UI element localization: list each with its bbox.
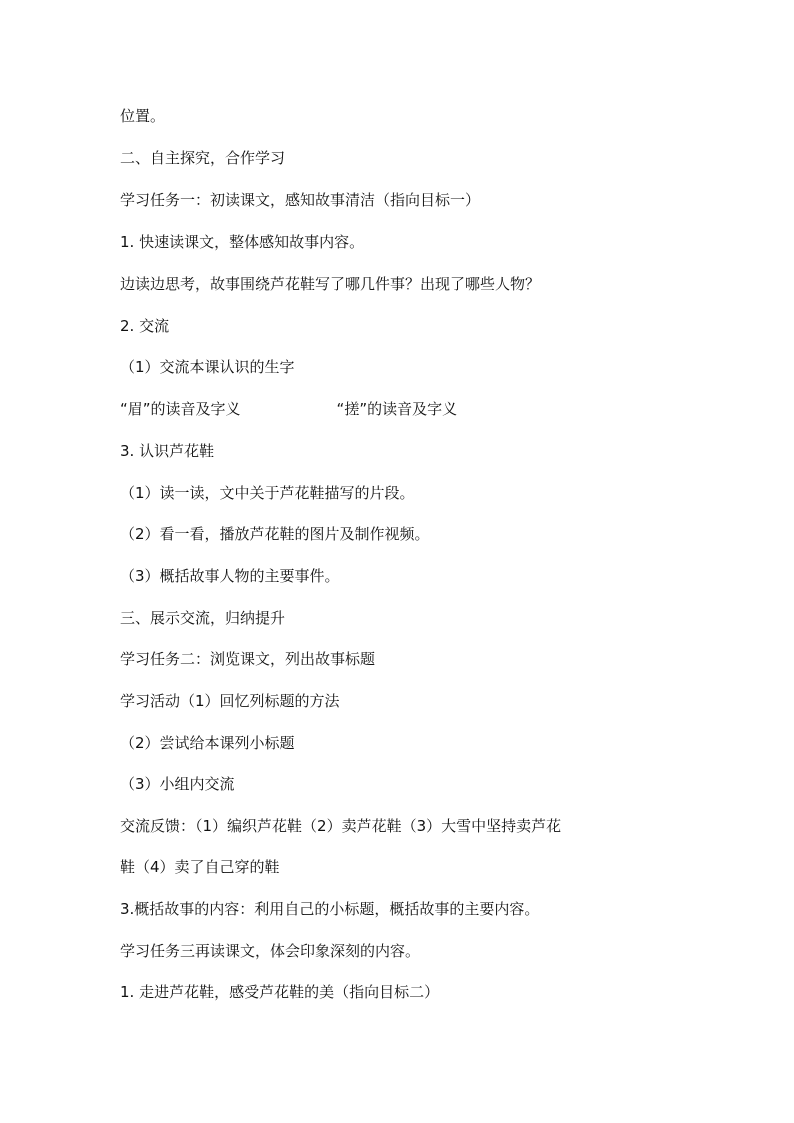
step-1-read: 1. 快速读课文，整体感知故事内容。 <box>120 233 365 251</box>
sub-item-read: （1）读一读，文中关于芦花鞋描写的片段。 <box>120 484 415 502</box>
task-2-heading: 学习任务二：浏览课文，列出故事标题 <box>120 650 376 668</box>
activity-1: 学习活动（1）回忆列标题的方法 <box>120 692 340 710</box>
text-line-position: 位置。 <box>120 107 166 125</box>
section-heading-3: 三、展示交流，归纳提升 <box>120 609 286 627</box>
task-3-heading: 学习任务三再读课文，体会印象深刻的内容。 <box>120 942 421 960</box>
sub-item-summarize: （3）概括故事人物的主要事件。 <box>120 567 340 585</box>
character-pair <box>120 399 720 419</box>
task-1-heading: 学习任务一：初读课文，感知故事清洁（指向目标一） <box>120 191 481 209</box>
feedback-line-2: 鞋（4）卖了自己穿的鞋 <box>120 858 280 876</box>
feedback-line-1: 交流反馈：（1）编织芦花鞋（2）卖芦花鞋（3）大雪中坚持卖芦花 <box>120 817 562 835</box>
step-1-enter: 1. 走进芦花鞋，感受芦花鞋的美（指向目标二） <box>120 983 440 1001</box>
step-3-recognize: 3. 认识芦花鞋 <box>120 442 215 460</box>
step-2-exchange: 2. 交流 <box>120 317 170 335</box>
character-mei: “眉”的读音及字义 <box>120 400 241 418</box>
sub-item-characters: （1）交流本课认识的生字 <box>120 358 295 376</box>
guiding-question: 边读边思考，故事围绕芦花鞋写了哪几件事？出现了哪些人物？ <box>120 275 541 293</box>
sub-item-watch: （2）看一看，播放芦花鞋的图片及制作视频。 <box>120 525 430 543</box>
activity-2: （2）尝试给本课列小标题 <box>120 734 295 752</box>
section-heading-2: 二、自主探究，合作学习 <box>120 149 286 167</box>
activity-3: （3）小组内交流 <box>120 775 235 793</box>
character-cuo: “搓”的读音及字义 <box>336 400 458 418</box>
summary-step: 3.概括故事的内容：利用自己的小标题，概括故事的主要内容。 <box>120 900 540 918</box>
